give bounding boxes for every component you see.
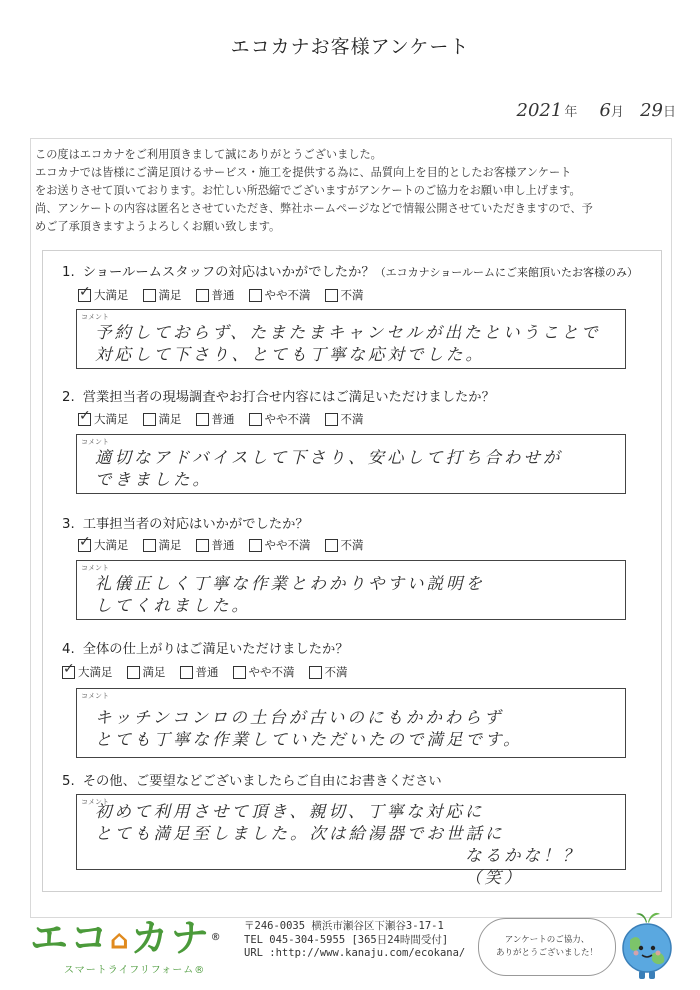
question-text: 営業担当者の現場調査やお打合せ内容にはご満足いただけましたか？ [82, 390, 495, 405]
globe-mascot-icon [612, 908, 682, 984]
date-month-label: 月 [610, 105, 624, 120]
comment-label: コメント [81, 438, 109, 446]
option-neutral[interactable]: 普通 [180, 664, 219, 680]
checkbox-icon[interactable] [78, 413, 91, 426]
comment-text: 適切なアドバイスして下さり、安心して打ち合わせが できました。 [95, 448, 563, 489]
option-very-satisfied[interactable]: ✓ 大満足 [78, 287, 129, 303]
intro-line: をお送りさせて頂いております。お忙しい所恐縮でございますがアンケートのご協力をお願い申し上げます。 [35, 184, 581, 197]
checkbox-icon[interactable] [249, 539, 262, 552]
comment-text: キッチンコンロの土台が古いのにもかかわらず とても丁寧な作業していただいたので満足です。 [95, 708, 523, 749]
option-very-satisfied[interactable]: ✓ 大満足 [78, 411, 129, 427]
intro-line: 尚、アンケートの内容は匿名とさせていただき、弊社ホームページなどで情報公開させていただきますので、予 [35, 202, 593, 215]
question-number: 3. [62, 517, 75, 532]
checkbox-icon[interactable] [309, 666, 322, 679]
checkbox-icon[interactable] [196, 413, 209, 426]
checkbox-icon[interactable] [143, 539, 156, 552]
option-neutral[interactable]: 普通 [196, 537, 235, 553]
option-dissatisfied[interactable]: 不満 [325, 411, 364, 427]
comment-box-4[interactable] [76, 688, 626, 758]
question-3 [62, 513, 309, 532]
option-somewhat-dissatisfied[interactable]: やや不満 [233, 664, 295, 680]
date-day-label: 日 [662, 105, 676, 120]
checkbox-icon[interactable] [180, 666, 193, 679]
option-dissatisfied[interactable]: 不満 [325, 287, 364, 303]
checkbox-icon[interactable] [196, 289, 209, 302]
checkbox-icon[interactable] [78, 539, 91, 552]
option-satisfied[interactable]: 満足 [143, 287, 182, 303]
checkbox-icon[interactable] [62, 666, 75, 679]
option-very-satisfied[interactable]: ✓ 大満足 [78, 537, 129, 553]
comment-label: コメント [81, 692, 109, 700]
comment-label: コメント [81, 798, 109, 806]
comment-label: コメント [81, 313, 109, 321]
rating-options-2 [78, 411, 364, 427]
checkbox-icon[interactable] [127, 666, 140, 679]
comment-text: 予約しておらず、たまたまキャンセルが出たということで 対応して下さり、とても丁寧な応対でした。 [95, 323, 601, 364]
comment-box-3[interactable] [76, 560, 626, 620]
option-somewhat-dissatisfied[interactable]: やや不満 [249, 411, 311, 427]
rating-options-1 [78, 287, 364, 303]
comment-label: コメント [81, 564, 109, 572]
checkbox-icon[interactable] [249, 289, 262, 302]
intro-line: めご了承頂きますようよろしくお願い致します。 [35, 220, 281, 233]
question-text: ショールームスタッフの対応はいかがでしたか？ [82, 265, 375, 280]
checkbox-icon[interactable] [143, 289, 156, 302]
option-somewhat-dissatisfied[interactable]: やや不満 [249, 287, 311, 303]
postal-address: 〒246-0035 横浜市瀬谷区下瀬谷3-17-1 [244, 920, 444, 932]
logo-text-kana: カナ [130, 916, 211, 960]
page-title: エコカナお客様アンケート [230, 36, 470, 58]
question-text: 工事担当者の対応はいかがでしたか？ [82, 517, 309, 532]
date-year-label: 年 [564, 105, 578, 120]
rating-options-3 [78, 537, 364, 553]
question-number: 5. [62, 774, 75, 789]
option-dissatisfied[interactable]: 不満 [325, 537, 364, 553]
logo-registered-mark: ® [210, 932, 223, 943]
company-address [244, 920, 465, 961]
date-year: 2021 [516, 100, 563, 121]
bubble-line: アンケートのご協力、 [504, 935, 590, 945]
question-note: （エコカナショールームにご来館頂いたお客様のみ） [374, 266, 639, 279]
rating-options-4 [62, 664, 348, 680]
website-url[interactable]: URL :http://www.kanaju.com/ecokana/ [244, 947, 466, 959]
logo-text-eco: エコ [30, 916, 111, 960]
comment-text: 礼儀正しく丁寧な作業とわかりやすい説明を してくれました。 [95, 574, 485, 615]
house-icon: ⌂ [110, 925, 131, 956]
question-number: 4. [62, 642, 75, 657]
checkbox-icon[interactable] [325, 413, 338, 426]
option-somewhat-dissatisfied[interactable]: やや不満 [249, 537, 311, 553]
intro-line: この度はエコカナをご利用頂きまして誠にありがとうございました。 [35, 148, 382, 161]
comment-box-1[interactable] [76, 309, 626, 369]
question-text: その他、ご要望などございましたらご自由にお書きください [82, 774, 442, 789]
question-1 [62, 261, 638, 280]
checkbox-icon[interactable] [233, 666, 246, 679]
date-day: 29 [640, 100, 663, 121]
bubble-line: ありがとうございました！ [495, 948, 598, 958]
option-neutral[interactable]: 普通 [196, 287, 235, 303]
checkbox-icon[interactable] [143, 413, 156, 426]
checkbox-icon[interactable] [249, 413, 262, 426]
checkbox-icon[interactable] [325, 289, 338, 302]
question-text: 全体の仕上がりはご満足いただけましたか？ [82, 642, 349, 657]
option-neutral[interactable]: 普通 [196, 411, 235, 427]
option-satisfied[interactable]: 満足 [143, 411, 182, 427]
comment-text: 初めて利用させて頂き、親切、丁寧な対応に とても満足至しました。次は給湯器でお世話に なるかな！？（笑） [95, 802, 582, 887]
option-dissatisfied[interactable]: 不満 [309, 664, 348, 680]
intro-line: エコカナでは皆様にご満足頂けるサービス・施工を提供する為に、品質向上を目的としたお客様アンケート [35, 166, 572, 179]
brand-logo [30, 918, 223, 976]
date-month: 6 [599, 100, 611, 121]
question-number: 2. [62, 390, 75, 405]
question-4 [62, 638, 349, 657]
checkbox-icon[interactable] [196, 539, 209, 552]
question-number: 1. [62, 265, 75, 280]
option-satisfied[interactable]: 満足 [143, 537, 182, 553]
checkbox-icon[interactable] [325, 539, 338, 552]
question-5 [62, 770, 442, 789]
intro-text [35, 146, 665, 236]
thanks-bubble [478, 918, 616, 976]
option-satisfied[interactable]: 満足 [127, 664, 166, 680]
phone: TEL 045-304-5955 [365日24時間受付] [244, 933, 449, 946]
date [517, 100, 677, 121]
checkbox-icon[interactable] [78, 289, 91, 302]
comment-box-5[interactable] [76, 794, 626, 887]
question-2 [62, 386, 495, 405]
option-very-satisfied[interactable]: ✓ 大満足 [62, 664, 113, 680]
comment-box-2[interactable] [76, 434, 626, 494]
logo-tagline: スマートライフリフォーム® [64, 964, 206, 976]
